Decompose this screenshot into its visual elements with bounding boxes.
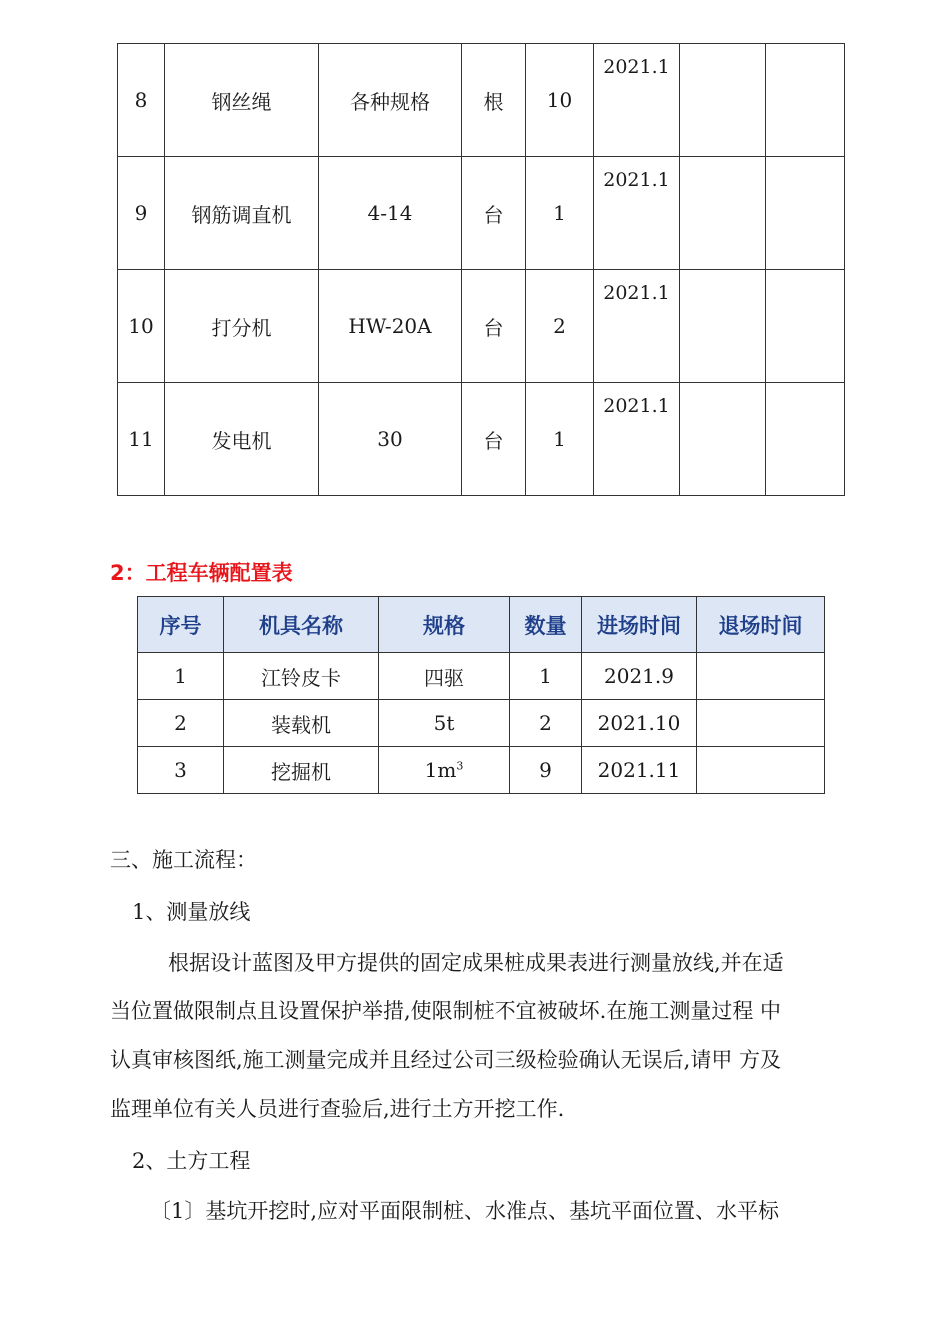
header-cell: 规格	[379, 597, 510, 653]
cell-unit: 台	[462, 157, 526, 270]
heading-construction-process: 三、施工流程：	[110, 848, 257, 872]
header-cell: 退场时间	[697, 597, 825, 653]
header-cell: 数量	[510, 597, 582, 653]
cell-date: 2021.1	[594, 157, 680, 270]
cell-date: 2021.1	[594, 44, 680, 157]
cell-unit: 台	[462, 383, 526, 496]
cell-qty: 2	[526, 270, 594, 383]
table-row	[138, 747, 825, 794]
cell-name: 挖掘机	[224, 747, 379, 794]
cell-out-date	[697, 747, 825, 794]
cell-no: 9	[118, 157, 165, 270]
cell-no: 10	[118, 270, 165, 383]
cell-unit: 根	[462, 44, 526, 157]
cell-name: 钢丝绳	[165, 44, 319, 157]
cell-in-date: 2021.11	[582, 747, 697, 794]
cell-qty: 2	[510, 700, 582, 747]
cell-empty	[766, 270, 845, 383]
cell-in-date: 2021.10	[582, 700, 697, 747]
paragraph-line: 监理单位有关人员进行查验后,进行土方开挖工作.	[110, 1097, 565, 1121]
cell-name: 装载机	[224, 700, 379, 747]
cell-no: 8	[118, 44, 165, 157]
cell-spec: 各种规格	[319, 44, 462, 157]
table-header-row	[138, 597, 825, 653]
cell-empty	[680, 270, 766, 383]
paragraph-line: 认真审核图纸,施工测量完成并且经过公司三级检验确认无误后,请甲 方及	[110, 1048, 782, 1072]
cell-in-date: 2021.9	[582, 653, 697, 700]
cell-unit: 台	[462, 270, 526, 383]
table-row	[138, 700, 825, 747]
cell-qty: 9	[510, 747, 582, 794]
cell-out-date	[697, 700, 825, 747]
paragraph-line: 当位置做限制点且设置保护举措,使限制桩不宜被破坏.在施工测量过程 中	[110, 999, 782, 1023]
header-cell: 序号	[138, 597, 224, 653]
paragraph-line: 根据设计蓝图及甲方提供的固定成果桩成果表进行测量放线,并在适	[168, 951, 784, 975]
cell-spec: 5t	[379, 700, 510, 747]
cell-out-date	[697, 653, 825, 700]
cell-no: 11	[118, 383, 165, 496]
cell-spec: 30	[319, 383, 462, 496]
table-row	[118, 383, 845, 496]
cell-qty: 1	[526, 383, 594, 496]
table-row	[118, 157, 845, 270]
table-row	[118, 270, 845, 383]
cell-empty	[680, 157, 766, 270]
cell-empty	[766, 44, 845, 157]
cell-no: 1	[138, 653, 224, 700]
cell-name: 钢筋调直机	[165, 157, 319, 270]
header-cell: 机具名称	[224, 597, 379, 653]
cell-no: 3	[138, 747, 224, 794]
header-cell: 进场时间	[582, 597, 697, 653]
vehicle-table	[137, 596, 825, 794]
subheading-survey: 1、测量放线	[132, 900, 251, 924]
cell-no: 2	[138, 700, 224, 747]
section-title: 2：工程车辆配置表	[110, 561, 293, 585]
cell-empty	[680, 383, 766, 496]
spec-superscript: 3	[456, 759, 464, 773]
table-row	[118, 44, 845, 157]
cell-qty: 1	[510, 653, 582, 700]
cell-qty: 10	[526, 44, 594, 157]
cell-spec	[379, 747, 510, 794]
cell-qty: 1	[526, 157, 594, 270]
table-row	[138, 653, 825, 700]
cell-spec: 4-14	[319, 157, 462, 270]
cell-date: 2021.1	[594, 383, 680, 496]
cell-date: 2021.1	[594, 270, 680, 383]
equipment-table	[117, 43, 845, 496]
cell-spec: 四驱	[379, 653, 510, 700]
cell-spec: HW-20A	[319, 270, 462, 383]
cell-name: 打分机	[165, 270, 319, 383]
cell-empty	[766, 383, 845, 496]
spec-value: 1m	[424, 758, 457, 782]
subheading-earthwork: 2、土方工程	[132, 1149, 251, 1173]
cell-name: 江铃皮卡	[224, 653, 379, 700]
cell-empty	[680, 44, 766, 157]
cell-name: 发电机	[165, 383, 319, 496]
cell-empty	[766, 157, 845, 270]
paragraph-line: 〔1〕基坑开挖时,应对平面限制桩、水准点、基坑平面位置、水平标	[150, 1199, 780, 1223]
